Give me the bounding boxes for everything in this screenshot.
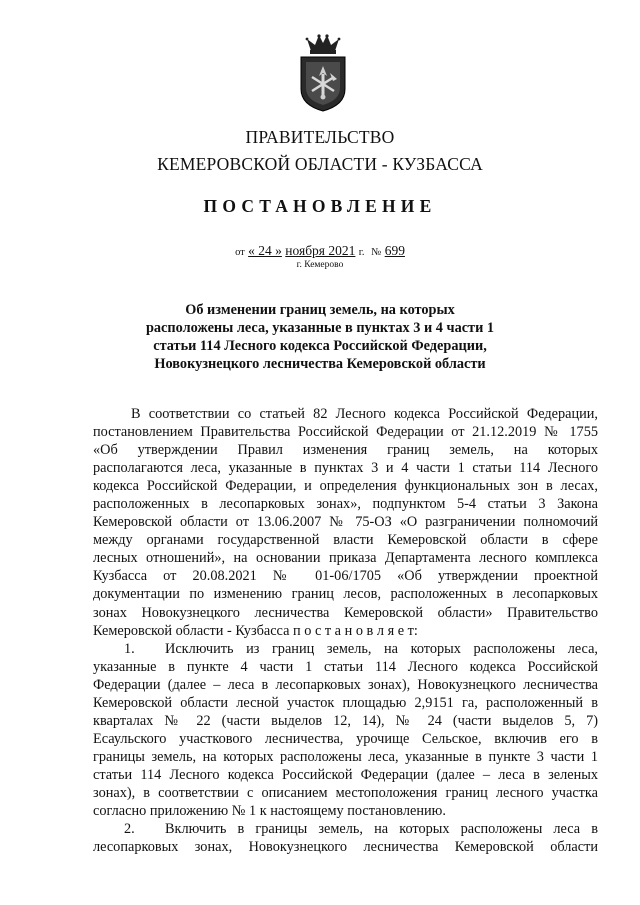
date-year-suffix: г. — [358, 247, 365, 258]
item-number: 1. — [124, 640, 135, 657]
body-line: кварталах № 22 (части выделов 12, 14), № 24 (части выделов 5, 7) — [93, 712, 598, 729]
body-line: лесопарковых зонах, Новокузнецкого лесничества Кемеровской области — [93, 839, 598, 856]
body-line: между органами государственной власти Кемеровской области в сфере — [93, 532, 598, 549]
subject-line: Об изменении границ земель, на которых — [185, 302, 455, 318]
body-line: зонах), в соответствии с описанием местоположения границ лесного участка — [93, 784, 598, 801]
body-line: согласно приложению № 1 к настоящему постановлению. — [93, 803, 446, 820]
body-line: Кузбасса от 20.08.2021 № 01-06/1705 «Об утверждении проектной — [93, 568, 598, 585]
coat-of-arms-icon — [297, 33, 349, 113]
item-2 — [93, 820, 598, 856]
document-number: 699 — [384, 243, 405, 258]
item-1-first-line — [93, 640, 598, 658]
preamble-paragraph — [93, 405, 598, 640]
government-title-line1: ПРАВИТЕЛЬСТВО — [245, 127, 395, 147]
item-2-first-line — [93, 820, 598, 838]
document-type-title: ПОСТАНОВЛЕНИЕ — [203, 196, 437, 216]
body-line: расположенных в лесопарковых зонах», подпунктом 5-4 статьи 3 Закона — [93, 496, 598, 513]
body-line: лесных отношений», на основании приказа Департамента лесного комплекса — [93, 550, 598, 567]
document-subject — [120, 301, 520, 373]
item-text: Исключить из границ земель, на которых расположены леса, — [165, 640, 598, 657]
body-line: «Об утверждении Правил изменения границ земель, на которых — [93, 442, 598, 459]
body-line: Федерации (далее – леса в лесопарковых зонах), Новокузнецкого лесничества — [93, 676, 598, 693]
body-line: Кемеровской области - Кузбасса п о с т а н о в л я е т: — [93, 622, 418, 639]
body-line: документации по изменению границ лесов, расположенных в лесопарковых — [93, 586, 598, 603]
body-line: Есаульского участкового лесничества, урочище Сельское, включив его в — [93, 730, 598, 747]
item-number: 2. — [124, 821, 135, 838]
body-line: зонах Новокузнецкого лесничества Кемеровской области» Правительство — [93, 604, 598, 621]
date-prefix: от — [235, 247, 245, 258]
body-line: Кемеровской области лесной участок площадью 2,9151 га, расположенный в — [93, 694, 598, 711]
body-line: статьи 114 Лесного кодекса Российской Федерации (далее – леса в зеленых — [93, 766, 598, 783]
body-line: Кемеровской области от 13.06.2007 № 75-ОЗ «О разграничении полномочий — [93, 514, 598, 531]
number-sign: № — [371, 247, 382, 258]
date-day: « 24 » — [248, 243, 282, 258]
subject-line: Новокузнецкого лесничества Кемеровской области — [154, 356, 486, 372]
document-body — [93, 405, 598, 856]
subject-line: расположены леса, указанные в пунктах 3 и 4 части 1 — [145, 320, 495, 336]
date-number-line — [0, 243, 640, 259]
body-line: постановлением Правительства Российской Федерации от 21.12.2019 № 1755 — [93, 424, 598, 441]
date-month-year: ноября 2021 — [285, 243, 356, 258]
government-title-line2: КЕМЕРОВСКОЙ ОБЛАСТИ - КУЗБАССА — [157, 154, 483, 174]
city-line: г. Кемерово — [296, 260, 344, 270]
subject-line: статьи 114 Лесного кодекса Российской Федерации, — [153, 338, 487, 354]
body-line: указанные в пункте 4 части 1 статьи 114 Лесного кодекса Российской — [93, 658, 598, 675]
item-1 — [93, 640, 598, 820]
body-line: располагаются леса, указанные в пунктах 3 и 4 части 1 статьи 114 Лесного — [93, 460, 598, 477]
body-line: границы земель, на которых расположены леса, указанные в пункте 3 части 1 — [93, 748, 598, 765]
body-line: кодекса Российской Федерации, и определения функциональных зон в лесах, — [93, 478, 598, 495]
body-line: В соответствии со статьей 82 Лесного кодекса Российской Федерации, — [131, 406, 598, 422]
item-text: Включить в границы земель, на которых расположены леса в — [165, 821, 598, 838]
